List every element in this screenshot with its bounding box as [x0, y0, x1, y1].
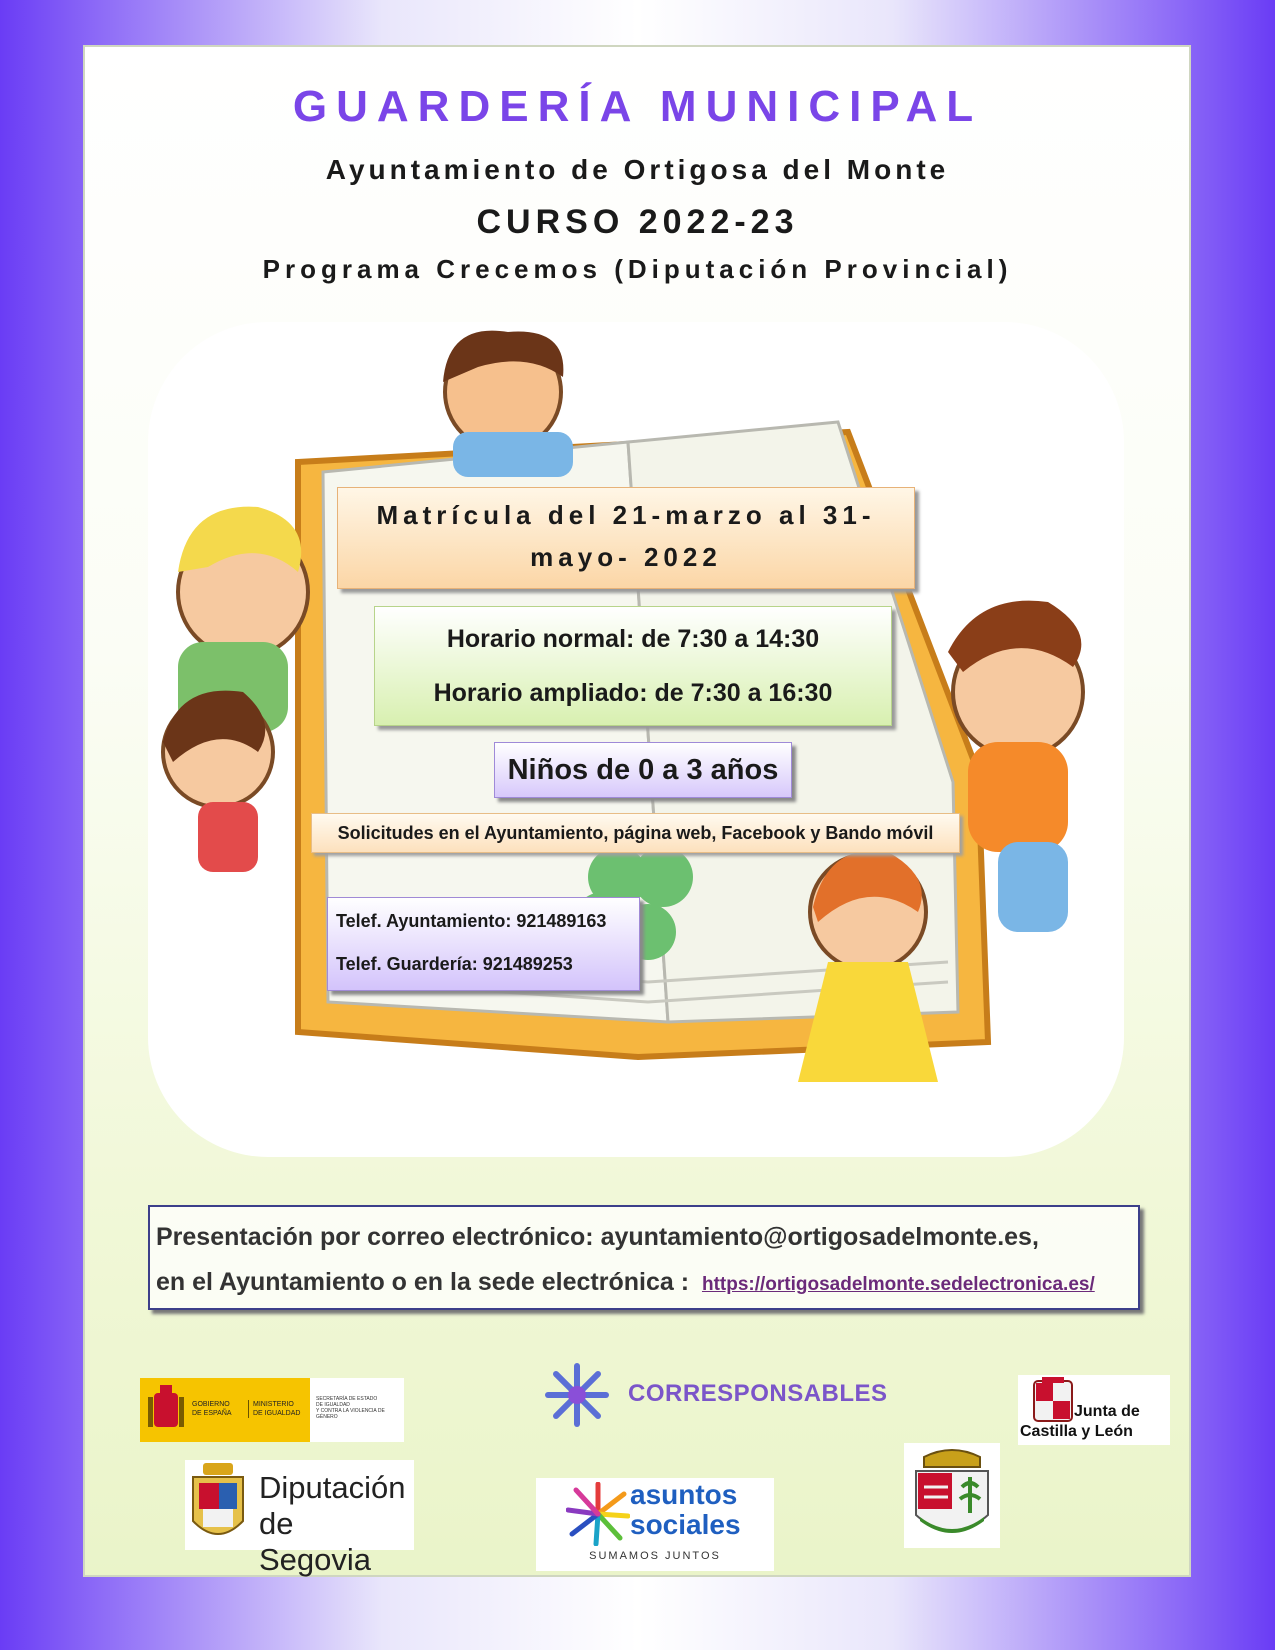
sede-electronica-link[interactable]: https://ortigosadelmonte.sedelectronica.es/: [701, 1274, 1095, 1295]
sunburst-icon: [566, 1482, 630, 1546]
corresponsables-logo: [542, 1360, 888, 1430]
enrollment-line-1: Matrícula del 21-marzo al 31-: [376, 500, 876, 530]
diputacion-label-2: de Segovia: [259, 1506, 372, 1577]
schedule-normal: Horario normal: de 7:30 a 14:30: [446, 625, 820, 653]
ortigosa-crest-logo: [904, 1443, 1000, 1548]
submission-line-2: [156, 1260, 1138, 1305]
snowflake-icon: [542, 1360, 612, 1430]
junta-castilla-leon-logo: [1018, 1375, 1170, 1445]
corresponsables-label: CORRESPONSABLES: [628, 1380, 888, 1407]
secretaria-label-2: DE IGUALDAD: [316, 1402, 350, 1408]
schedule-extended: Horario ampliado: de 7:30 a 16:30: [433, 679, 833, 707]
schedule-box: [374, 606, 892, 726]
submission-box: [148, 1205, 1140, 1310]
gobierno-label-1: GOBIERNO: [192, 1401, 230, 1408]
enrollment-dates-box: [337, 487, 915, 589]
junta-label-2: Castilla y León: [1020, 1423, 1133, 1440]
junta-label-1: Junta de: [1074, 1403, 1140, 1420]
program-label: Programa Crecemos (Diputación Provincial): [262, 254, 1013, 284]
illustration-drawing: [148, 322, 1124, 1157]
children-book-illustration: [148, 322, 1124, 1157]
phones-box: [327, 897, 640, 991]
ministerio-igualdad-logo: [140, 1378, 404, 1442]
phone-ayuntamiento: Telef. Ayuntamiento: 921489163: [336, 911, 607, 931]
ministerio-label-2: DE IGUALDAD: [253, 1410, 301, 1417]
age-range-box: Niños de 0 a 3 años: [494, 742, 792, 798]
asuntos-label-3: SUMAMOS JUNTOS: [589, 1550, 721, 1562]
asuntos-label-1: asuntos: [630, 1479, 738, 1510]
gobierno-label-2: DE ESPAÑA: [192, 1410, 232, 1417]
submission-line-2-text: en el Ayuntamiento o en la sede electrónica :: [156, 1268, 696, 1296]
enrollment-line-2: mayo- 2022: [530, 542, 722, 572]
diputacion-label-1: Diputación: [259, 1470, 406, 1505]
castilla-leon-shield-icon: [1032, 1377, 1074, 1423]
ortigosa-shield-icon: [904, 1443, 1000, 1548]
secretaria-label-3: Y CONTRA LA VIOLENCIA DE GÉNERO: [316, 1408, 385, 1420]
asuntos-sociales-logo: [536, 1478, 774, 1571]
asuntos-label-2: sociales: [630, 1509, 741, 1540]
course-label: CURSO 2022-23: [476, 203, 799, 241]
diputacion-segovia-logo: [185, 1460, 414, 1577]
submission-line-1: Presentación por correo electrónico: ayuntamiento@ortigosadelmonte.es,: [156, 1223, 1039, 1251]
secretaria-label-1: SECRETARÍA DE ESTADO: [316, 1396, 378, 1402]
poster-subtitle: Ayuntamiento de Ortigosa del Monte: [325, 154, 950, 185]
phone-guarderia: Telef. Guardería: 921489253: [336, 954, 573, 974]
segovia-coat-of-arms-icon: [187, 1461, 249, 1549]
poster-title: GUARDERÍA MUNICIPAL: [292, 82, 983, 131]
ministerio-label-1: MINISTERIO: [253, 1401, 294, 1408]
requests-box: Solicitudes en el Ayuntamiento, página web, Facebook y Bando móvil: [311, 813, 960, 853]
spain-coat-of-arms-icon: [146, 1383, 186, 1437]
